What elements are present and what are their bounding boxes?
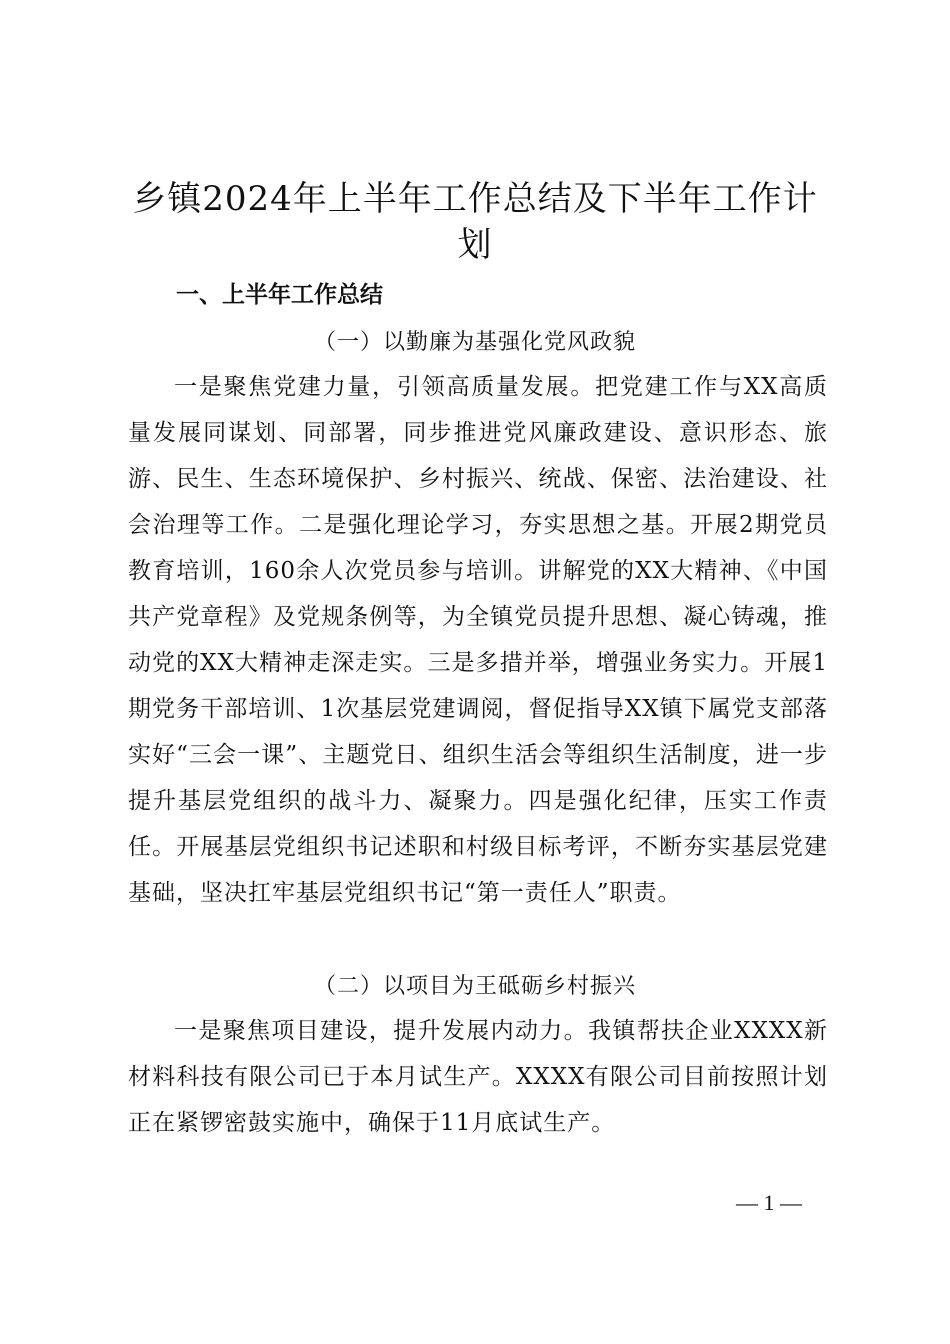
document-title: 乡镇2024年上半年工作总结及下半年工作计划 bbox=[132, 179, 818, 265]
page-number: — 1 — bbox=[736, 1190, 802, 1215]
body-paragraph-2: 一是聚焦项目建设，提升发展内动力。我镇帮扶企业XXXX新材料科技有限公司已于本月试生产。XXXX有限公司目前按照计划正在紧锣密鼓实施中，确保于11月底试生产。 bbox=[128, 1018, 828, 1136]
section-heading: 一、上半年工作总结 bbox=[176, 282, 383, 308]
subsection-heading-1: （一）以勤廉为基强化党风政貌 bbox=[313, 330, 636, 355]
subsection-heading-2: （二）以项目为王砥砺乡村振兴 bbox=[313, 974, 636, 999]
body-paragraph-1: 一是聚焦党建力量，引领高质量发展。把党建工作与XX高质量发展同谋划、同部署，同步推进党风廉政建设、意识形态、旅游、民生、生态环境保护、乡村振兴、统战、保密、法治建设、社会治理等工作。二是强化理论学习，夯实思想之基。开展2期党员教育培训，160余人次党员参与培训。讲解党的XX大精神、《中国共产党章程》及党规条例等，为全镇党员提升思想、凝心铸魂，推动党的XX大精神走深走实。三是多措并举，增强业务实力。开展1期党务干部培训、1次基层党建调阅，督促指导XX镇下属党支部落实好“三会一课”、主题党日、组织生活会等组织生活制度，进一步提升基层党组织的战斗力、凝聚力。四是强化纪律，压实工作责任。开展基层党组织书记述职和村级目标考评，不断夯实基层党建基础，坚决扛牢基层党组织书记“第一责任人”职责。 bbox=[128, 374, 828, 906]
